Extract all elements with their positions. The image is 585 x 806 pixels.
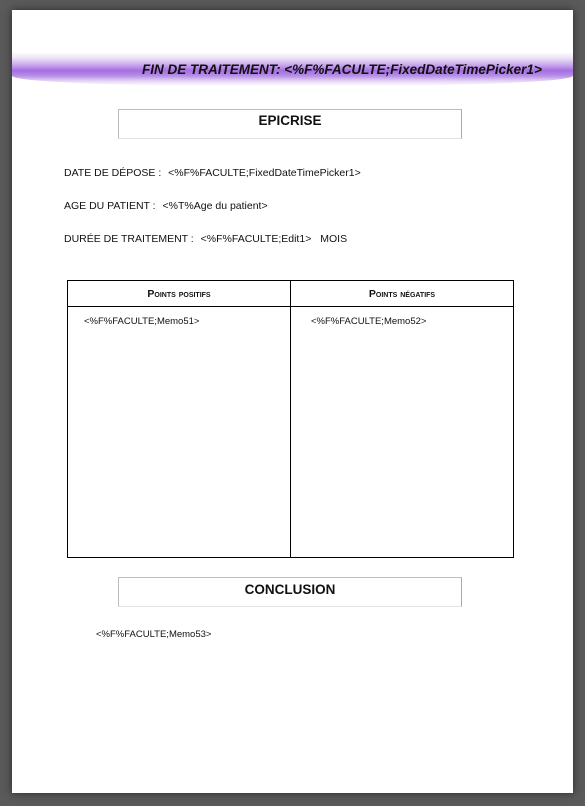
duree-traitement-label: DURÉE DE TRAITEMENT :	[64, 233, 194, 245]
negative-points-column	[290, 281, 513, 557]
duree-traitement-value: <%F%FACULTE;Edit1>	[200, 233, 312, 245]
date-depose-field	[64, 167, 361, 179]
age-patient-label: AGE DU PATIENT :	[64, 200, 156, 212]
banner-title: FIN DE TRAITEMENT: <%F%FACULTE;FixedDateTimePicker1>	[142, 62, 542, 77]
conclusion-title: CONCLUSION	[118, 577, 462, 607]
positive-points-header: Points positifs	[68, 281, 290, 307]
document-page	[12, 10, 573, 793]
points-table	[67, 280, 514, 558]
date-depose-label: DATE DE DÉPOSE :	[64, 167, 162, 179]
positive-points-column	[68, 281, 290, 557]
negative-points-value: <%F%FACULTE;Memo52>	[311, 316, 427, 327]
negative-points-header: Points négatifs	[291, 281, 513, 307]
age-patient-value: <%T%Age du patient>	[162, 200, 268, 212]
epicrise-title: EPICRISE	[118, 109, 462, 139]
conclusion-value: <%F%FACULTE;Memo53>	[96, 629, 212, 640]
duree-traitement-field	[64, 233, 347, 245]
duree-traitement-unit: MOIS	[320, 233, 348, 245]
age-patient-field	[64, 200, 268, 212]
positive-points-value: <%F%FACULTE;Memo51>	[84, 316, 200, 327]
date-depose-value: <%F%FACULTE;FixedDateTimePicker1>	[168, 167, 361, 179]
